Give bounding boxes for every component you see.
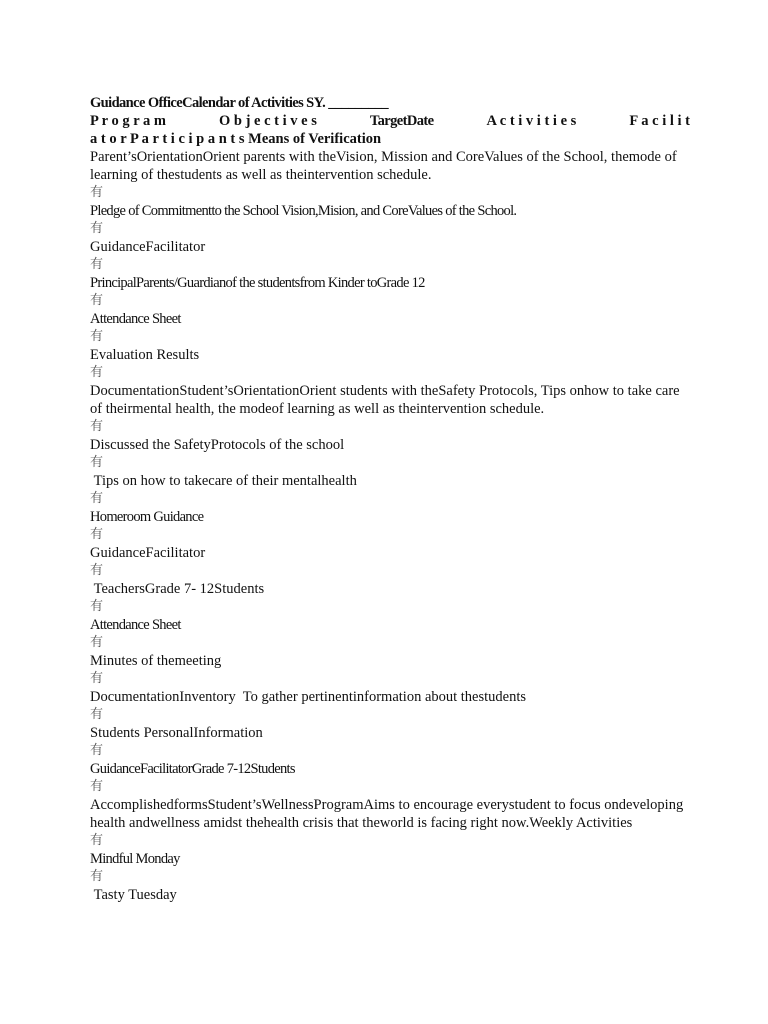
body-line: GuidanceFacilitator <box>90 545 206 561</box>
separator-glyph: 有 <box>90 257 104 272</box>
body-line: DocumentationStudent’sOrientationOrient students with theSafety Protocols, Tips onhow to take care of theirmental health, the modeof learning as well as theintervention schedule. <box>90 383 684 417</box>
body-line: GuidanceFacilitator <box>90 239 206 255</box>
header-facilitator-part: F a c i l i t <box>629 113 690 129</box>
separator-glyph: 有 <box>90 221 104 236</box>
body-line: Students PersonalInformation <box>90 725 263 741</box>
body-line: Parent’sOrientationOrient parents with theVision, Mission and CoreValues of the School, themode of learning of thestudents as well as theintervention schedule. <box>90 149 681 183</box>
body-line: Mindful Monday <box>90 851 180 867</box>
body-line: DocumentationInventory To gather pertinentinformation about thestudents <box>90 689 527 705</box>
document-page <box>90 94 690 904</box>
separator-glyph: 有 <box>90 329 104 344</box>
header-program: P r o g r a m <box>90 113 166 129</box>
header-activities: A c t i v i t i e s <box>486 113 577 129</box>
separator-glyph: 有 <box>90 869 104 884</box>
document-title: Guidance OfficeCalendar of Activities SY. _________ <box>90 95 389 111</box>
separator-glyph: 有 <box>90 293 104 308</box>
body-line: Minutes of themeeting <box>90 653 222 669</box>
body-line: Homeroom Guidance <box>90 509 204 525</box>
separator-glyph: 有 <box>90 833 104 848</box>
separator-glyph: 有 <box>90 419 104 434</box>
body-line: TeachersGrade 7- 12Students <box>90 581 265 597</box>
separator-glyph: 有 <box>90 635 104 650</box>
separator-glyph: 有 <box>90 491 104 506</box>
header-target-date: TargetDate <box>369 113 434 129</box>
body-line: Pledge of Commitmentto the School Vision,Mision, and CoreValues of the School. <box>90 203 517 219</box>
body-line: Tasty Tuesday <box>90 887 177 903</box>
separator-glyph: 有 <box>90 563 104 578</box>
body-line: PrincipalParents/Guardianof the studentsfrom Kinder toGrade 12 <box>90 275 425 291</box>
body-line: Tips on how to takecare of their mentalhealth <box>90 473 357 489</box>
header-objectives: O b j e c t i v e s <box>219 113 317 129</box>
separator-glyph: 有 <box>90 743 104 758</box>
separator-glyph: 有 <box>90 779 104 794</box>
separator-glyph: 有 <box>90 671 104 686</box>
separator-glyph: 有 <box>90 365 104 380</box>
body-line: AccomplishedformsStudent’sWellnessProgramAims to encourage everystudent to focus ondeveloping health andwellness amidst thehealth crisis that theworld is facing right now.Weekly Activities <box>90 797 687 831</box>
separator-glyph: 有 <box>90 707 104 722</box>
body-line: Evaluation Results <box>90 347 200 363</box>
separator-glyph: 有 <box>90 527 104 542</box>
separator-glyph: 有 <box>90 599 104 614</box>
table-header-row-continued: a t o r P a r t i c i p a n t s Means of Verification <box>90 131 382 147</box>
body-line: Discussed the SafetyProtocols of the school <box>90 437 345 453</box>
table-header-row <box>90 112 690 130</box>
separator-glyph: 有 <box>90 185 104 200</box>
body-line: GuidanceFacilitatorGrade 7-12Students <box>90 761 295 777</box>
body-line: Attendance Sheet <box>90 617 181 633</box>
body-line: Attendance Sheet <box>90 311 181 327</box>
separator-glyph: 有 <box>90 455 104 470</box>
